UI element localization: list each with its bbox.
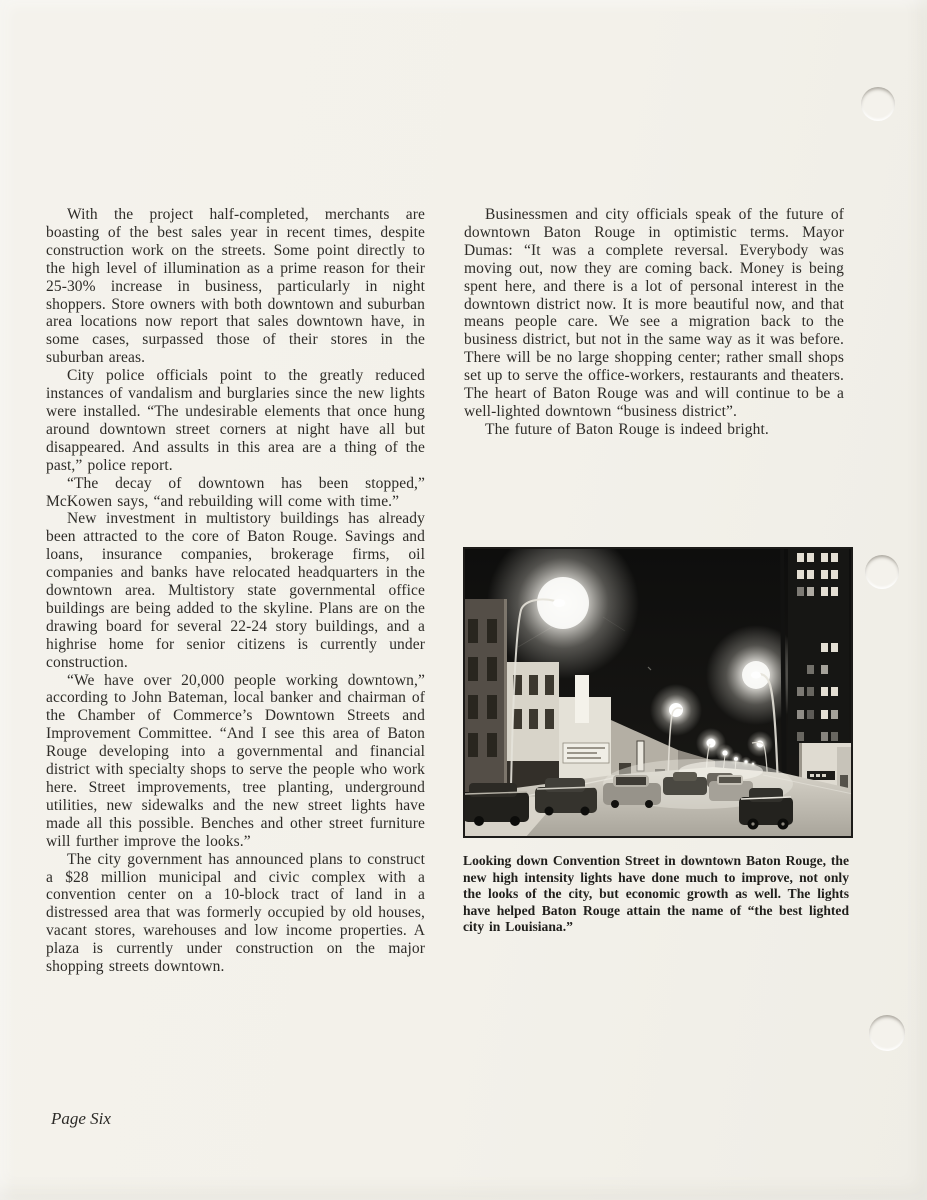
street-photo (463, 547, 853, 838)
left-column (46, 206, 425, 976)
paragraph-mayor-dumas: Businessmen and city officials speak of the future of downtown Baton Rouge in optimistic terms. Mayor Dumas: “It was a complete reversal. Everybody was moving out, now they are coming back. Money is being spent here, and there is a lot of personal interest in the downtown district now. It is more beautiful now, and that means people care. We see a migration back to the business district, but not in the same way as it was before. There will be no large shopping center; rather small shops set up to serve the office-workers, restaurants and theaters. The heart of Baton Rouge was and will continue to be a well-lighted downtown “business district”. (464, 206, 844, 420)
paragraph-civic-complex: The city government has announced plans to construct a $28 million municipal and civic complex with a convention center on a 10-block tract of land in a distressed area that was formerly occupied by old houses, vacant stores, warehouses and low income properties. A plaza is currently under construction on the major shopping streets downtown. (46, 850, 425, 976)
paragraph-investment: New investment in multistory buildings has already been attracted to the core of Baton Rouge. Savings and loans, insurance companies, brokerage firms, oil companies and banks have relocated headquarters in the downtown area. Multistory state governmental office buildings are being added to the skyline. Plans are on the drawing board for several 22-24 story buildings, and a highrise home for senior citizens is currently under construction. (46, 510, 425, 671)
page-number: Page Six (51, 1109, 111, 1128)
page-footer (51, 1109, 111, 1129)
punch-hole-bottom (869, 1015, 905, 1051)
paragraph-bateman-quote: “We have over 20,000 people working downtown,” according to John Bateman, local banker and chairman of the Chamber of Commerce’s Downtown Streets and Improvement Committee. “And I see this area of Baton Rouge developing into a governmental and financial district with specialty shops to serve the people who work here. Street improvements, tree planting, underground utilities, new sidewalks and the new street lights have made all this possible. Benches and other street furniture will further improve the looks.” (46, 671, 425, 850)
paragraph-police: City police officials point to the greatly reduced instances of vandalism and burglaries since the new lights were installed. “The undesirable elements that once hung around downtown street corners at night have all but disappeared. And assults in this area are a thing of the past,” police report. (46, 367, 425, 474)
right-column (464, 206, 844, 439)
punch-hole-top (861, 87, 895, 121)
paragraph-merchants: With the project half-completed, merchants are boasting of the best sales year in recent times, despite construction work on the streets. Some point directly to the high level of illumination as a prime reason for their 25-30% increase in business, particularly in night shoppers. Store owners with both downtown and suburban area locations now report that sales downtown have, in some cases, surpassed those of their stores in the suburban areas. (46, 206, 425, 367)
punch-hole-middle (865, 555, 899, 589)
office-tower (788, 547, 849, 755)
paragraph-decay-quote: “The decay of downtown has been stopped,” McKowen says, “and rebuilding will come with time.” (46, 474, 425, 510)
paragraph-future-bright: The future of Baton Rouge is indeed bright. (485, 420, 769, 438)
photo-caption: Looking down Convention Street in downtown Baton Rouge, the new high intensity lights have done much to improve, not only the looks of the city, but economic growth as well. The lights have helped Baton Rouge attain the name of “the best lighted city in Louisiana.” (463, 853, 850, 935)
photo-figure (463, 547, 854, 936)
